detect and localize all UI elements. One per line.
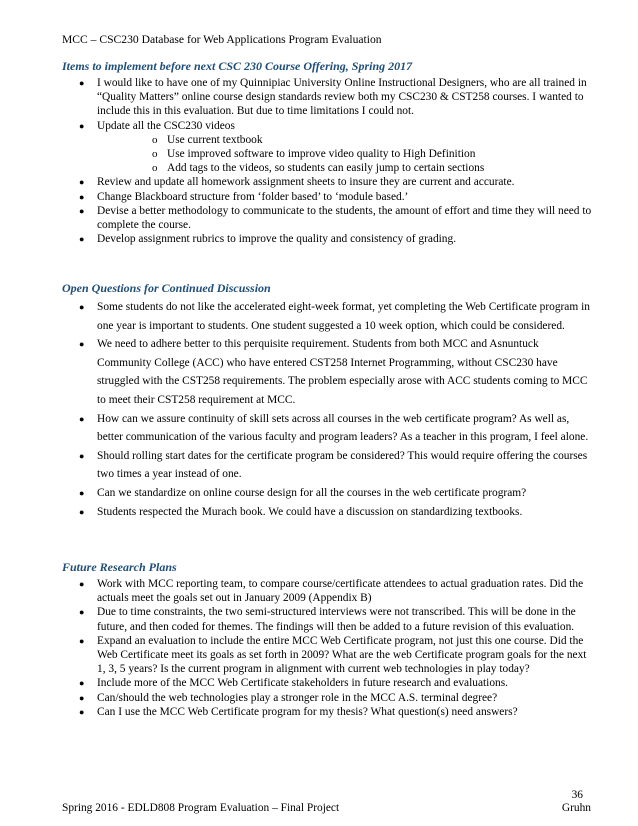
- bullet-icon: ●: [79, 706, 85, 717]
- bullet-icon: ●: [79, 339, 85, 350]
- list-item: ● Some students do not like the accelerated eight-week format, yet completing the Web Certificate program in one year is important to students. One student suggested a 10 week option, which could be considered.: [62, 298, 592, 335]
- footer-course-title: Spring 2016 - EDLD808 Program Evaluation – Final Project: [62, 802, 340, 814]
- section-heading: Items to implement before next CSC 230 Course Offering, Spring 2017: [62, 59, 413, 73]
- circle-bullet-icon: o: [152, 162, 158, 175]
- bullet-icon: ●: [79, 607, 85, 618]
- list-item: ● Work with MCC reporting team, to compare course/certificate attendees to actual graduation rates. Did the actuals meet the goals set out in January 2009 (Appendix B): [79, 578, 584, 605]
- circle-bullet-icon: o: [152, 148, 158, 161]
- bullet-icon: ●: [79, 506, 85, 517]
- footer-author: Gruhn: [561, 802, 591, 814]
- list-item: ● Can I use the MCC Web Certificate program for my thesis? What question(s) need answers?: [79, 705, 518, 718]
- bullet-list: [62, 577, 592, 719]
- sub-list: [97, 133, 592, 176]
- bullet-icon: ●: [79, 205, 85, 216]
- sub-list-item: o Use improved software to improve video quality to High Definition: [152, 148, 476, 161]
- list-item: ● I would like to have one of my Quinnipiac University Online Instructional Designers, who are all trained in “Quality Matters” online course design standards review both my CSC230 & CST258 courses. I wanted to include this in this evaluation. But due to time limitations I could not.: [79, 77, 587, 118]
- list-item: ● Should rolling start dates for the certificate program be considered? This would require offering the courses two times a year instead of one.: [62, 447, 592, 484]
- list-item: ● Develop assignment rubrics to improve the quality and consistency of grading.: [79, 233, 457, 246]
- sub-list-item: o Add tags to the videos, so students can easily jump to certain sections: [152, 162, 485, 175]
- list-item: ● Can/should the web technologies play a stronger role in the MCC A.S. terminal degree?: [79, 691, 498, 704]
- list-item: ● We need to adhere better to this perquisite requirement. Students from both MCC and Asnuntuck Community College (ACC) who have entered CST258 Internet Programming, without CSC230 have struggled with the CST258 requirements. The problem especially arose with ACC students coming to MCC to meet their CST258 requirement at MCC.: [62, 335, 592, 409]
- list-item: ● Can we standardize on online course design for all the courses in the web certificate program?: [62, 484, 592, 503]
- list-item: ● Students respected the Murach book. We could have a discussion on standardizing textbooks.: [62, 503, 592, 522]
- sub-list-item: o Use current textbook: [152, 133, 263, 146]
- section-heading: Open Questions for Continued Discussion: [62, 281, 271, 295]
- bullet-icon: ●: [79, 78, 85, 88]
- bullet-icon: ●: [79, 120, 85, 131]
- list-item: ● How can we assure continuity of skill sets across all courses in the web certificate program? As well as, better communication of the various faculty and program leaders? As a teacher in this program, I feel alone.: [62, 410, 592, 447]
- list-item: ● Change Blackboard structure from ‘folder based’ to ‘module based.’: [79, 190, 409, 203]
- section-heading: Future Research Plans: [62, 560, 177, 574]
- bullet-icon: ●: [79, 487, 85, 498]
- section-items-to-implement: [62, 59, 592, 246]
- page-header: MCC – CSC230 Database for Web Applications Program Evaluation: [62, 33, 382, 46]
- bullet-icon: ●: [79, 234, 85, 245]
- bullet-icon: ●: [79, 635, 85, 646]
- list-item: ● Expand an evaluation to include the entire MCC Web Certificate program, not just this one course. Did the Web Certificate meet its goals as set forth in 2009? What are the web Certificate program goals for the next 1, 3, 5 years? Is the current program in alignment with current web technologies in play today?: [79, 634, 587, 676]
- list-item: ● Update all the CSC230 videos o Use current textbook o Use improved software to improve video quality to High Definition o Add tags to the videos, so students can easily jump to certain sections: [62, 119, 592, 176]
- section-future-research: [62, 560, 592, 719]
- bullet-icon: ●: [79, 413, 85, 424]
- list-item: ● Due to time constraints, the two semi-structured interviews were not transcribed. This will be done in the future, and then coded for themes. The findings will then be added to a future revision of this evaluation.: [79, 606, 576, 633]
- circle-bullet-icon: o: [152, 133, 158, 146]
- bullet-icon: ●: [79, 579, 85, 589]
- bullet-icon: ●: [79, 678, 85, 689]
- bullet-icon: ●: [79, 191, 85, 202]
- bullet-icon: ●: [79, 177, 85, 188]
- bullet-list: [62, 76, 592, 246]
- section-open-questions: [62, 281, 592, 521]
- page-number: 36: [571, 789, 583, 801]
- bullet-icon: ●: [79, 692, 85, 703]
- list-item: ● Include more of the MCC Web Certificate stakeholders in future research and evaluations.: [79, 677, 509, 690]
- bullet-icon: ●: [79, 450, 85, 461]
- bullet-list: [62, 298, 592, 521]
- bullet-icon: ●: [79, 302, 85, 312]
- list-item: ● Devise a better methodology to communicate to the students, the amount of effort and time they will need to complete the course.: [79, 204, 592, 232]
- list-item: ● Review and update all homework assignment sheets to insure they are current and accurate.: [79, 176, 515, 189]
